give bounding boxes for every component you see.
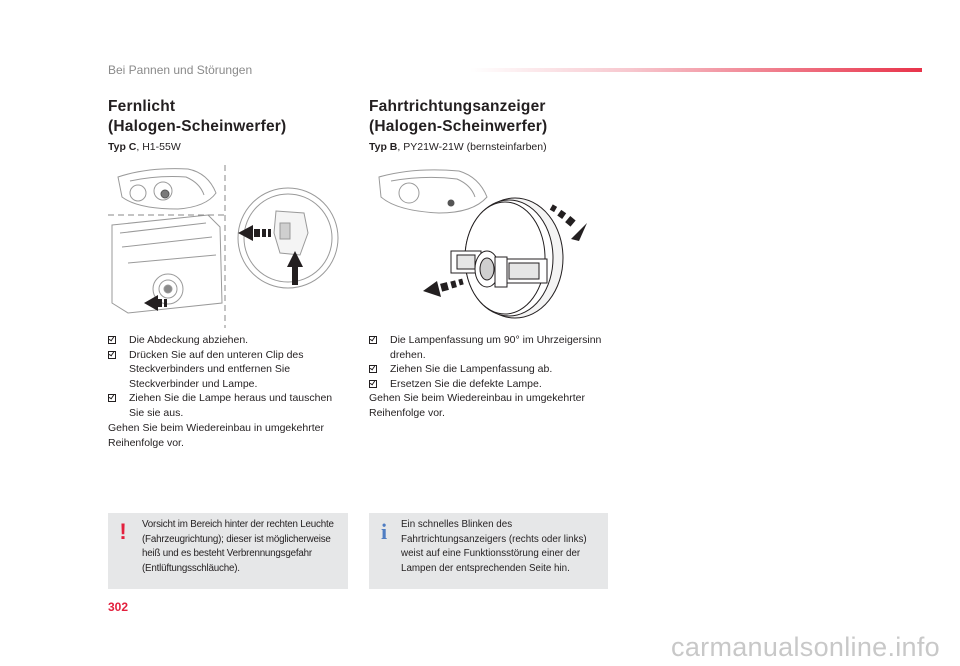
left-bulb-type [108,141,181,153]
list-item: Drücken Sie auf den unteren Clip des Steckverbinders und entfernen Sie Steckverbinder und Lampe. [108,348,348,392]
warning-callout [108,513,348,589]
left-steps [108,333,348,421]
page-number: 302 [108,600,129,614]
list-item: Ersetzen Sie die defekte Lampe. [369,377,609,392]
info-text: Ein schnelles Blinken des Fahrtrichtungsanzeigers (rechts oder links) weist auf eine Funktionsstörung einer der Lampen der entsprechenden Seite hin. [401,519,587,574]
left-title-line2: (Halogen-Scheinwerfer) [108,118,287,135]
info-icon: i [380,519,388,544]
right-title [369,97,547,137]
list-item: Ziehen Sie die Lampenfassung ab. [369,362,609,377]
section-header: Bei Pannen und Störungen [108,63,253,77]
warning-icon: ! [119,519,127,544]
right-title-line2: (Halogen-Scheinwerfer) [369,118,548,135]
left-title [108,97,286,137]
checkbox-icon [369,365,377,373]
left-illustration [108,163,348,328]
list-item: Ziehen Sie die Lampe heraus und tauschen Sie sie aus. [108,391,348,420]
checkbox-icon [108,351,116,359]
info-callout [369,513,608,589]
checkbox-icon [369,380,377,388]
list-item: Die Lampenfassung um 90° im Uhrzeigersinn drehen. [369,333,609,362]
right-arrow-pull [423,279,464,297]
header-accent-bar [470,68,922,72]
right-steps [369,333,609,391]
checkbox-icon [108,336,116,344]
checkbox-icon [369,336,377,344]
list-item: Die Abdeckung abziehen. [108,333,348,348]
right-note: Gehen Sie beim Wiedereinbau in umgekehrter Reihenfolge vor. [369,392,585,419]
right-title-line1: Fahrtrichtungsanzeiger [369,98,546,115]
left-title-line1: Fernlicht [108,98,176,115]
right-illustration [369,163,609,328]
left-type-label: Typ C [108,141,137,153]
right-type-label: Typ B [369,141,398,153]
warning-text: Vorsicht im Bereich hinter der rechten Leuchte (Fahrzeugrichtung); dieser ist möglicherweise heiß und es besteht Verbrennungsgefahr (Entlüftungsschläuche). [142,519,334,574]
checkbox-icon [108,394,116,402]
left-type-spec: , H1-55W [136,141,181,153]
watermark: carmanualsonline.info [671,632,940,662]
right-bulb-type [369,141,547,153]
right-type-spec: , PY21W-21W (bernsteinfarben) [397,141,547,153]
left-arrow-pull [238,225,271,241]
left-note: Gehen Sie beim Wiedereinbau in umgekehrter Reihenfolge vor. [108,422,324,449]
